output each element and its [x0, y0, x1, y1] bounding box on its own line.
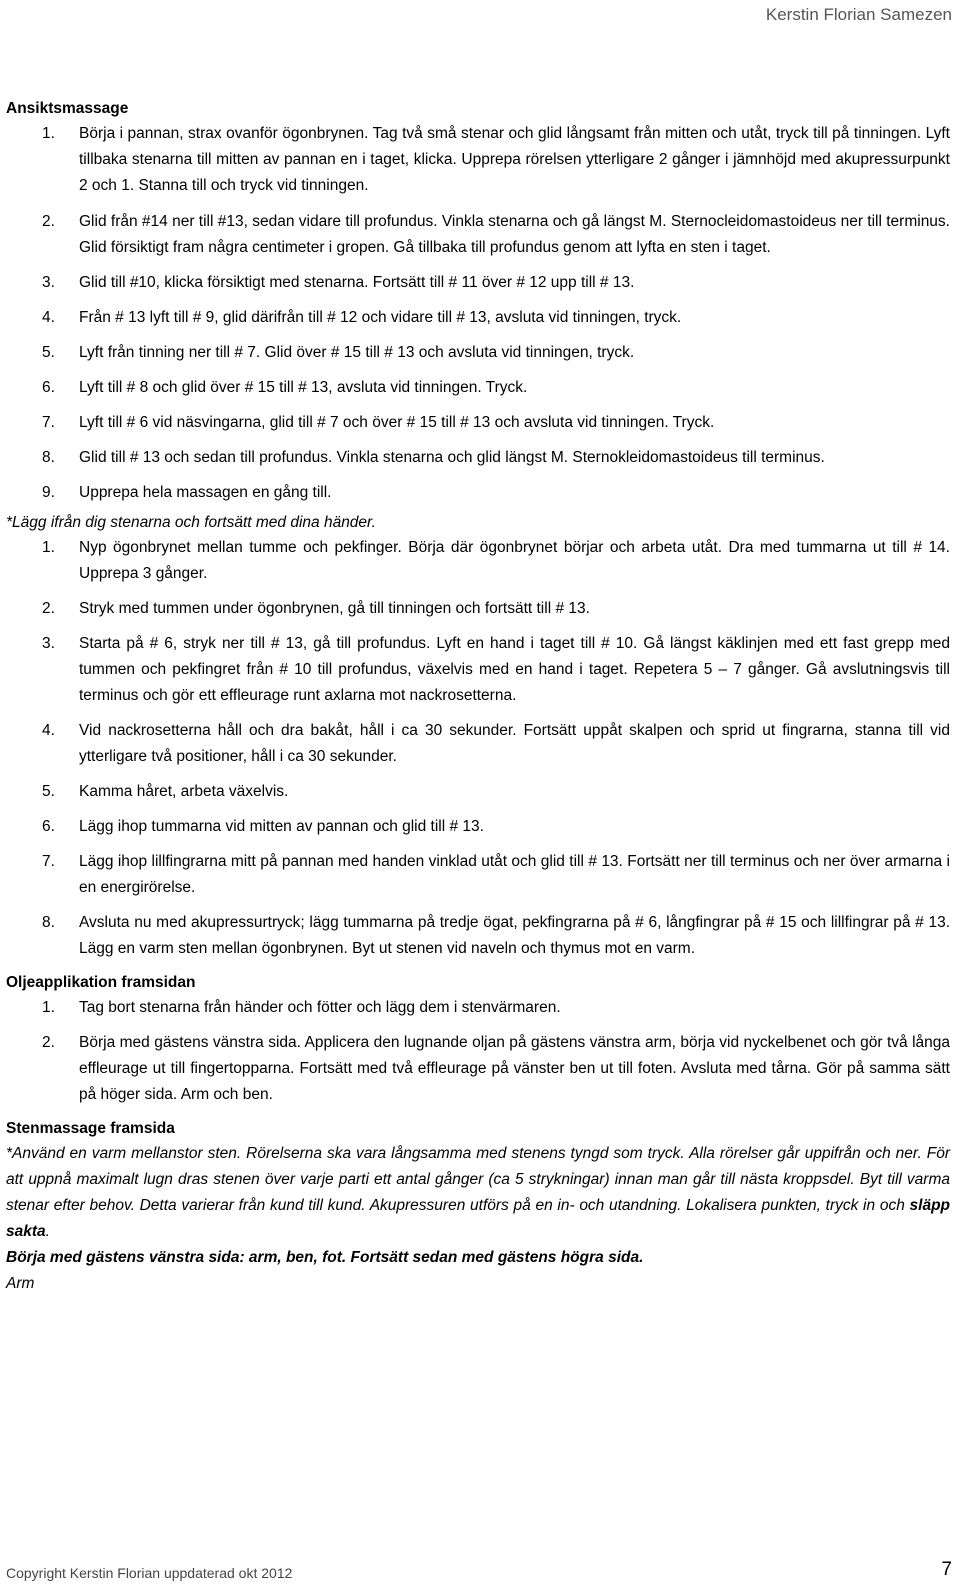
paragraph-text: *Använd en varm mellanstor sten. Rörelserna ska vara långsamma med stenens tyngd som tryck. Alla rörelser går uppifrån och ner. För att uppnå maximalt lugn dras stenen över varje parti ett antal gånger (ca 5 strykningar) innan man går till nästa kroppsdel. Byt till varma stenar efter behov. Detta varierar från kund till kund. Akupressuren utförs på en in- och utandning. Lokalisera punkten, tryck in och — [6, 1145, 950, 1214]
list-item — [6, 270, 950, 296]
item-number: 6. — [42, 379, 55, 396]
item-number: 4. — [42, 722, 55, 739]
list-item — [6, 305, 950, 331]
item-text: Glid till #10, klicka försiktigt med stenarna. Fortsätt till # 11 över # 12 upp till # 13. — [79, 274, 635, 291]
document-body — [6, 97, 950, 1297]
item-number: 5. — [42, 783, 55, 800]
item-number: 1. — [42, 125, 55, 142]
list-item — [6, 375, 950, 401]
item-number: 8. — [42, 914, 55, 931]
item-number: 1. — [42, 999, 55, 1016]
item-number: 6. — [42, 818, 55, 835]
list-item — [6, 1030, 950, 1108]
item-number: 4. — [42, 309, 55, 326]
list-item — [6, 209, 950, 261]
list-item — [6, 596, 950, 622]
list-item — [6, 121, 950, 199]
item-text: Glid från #14 ner till #13, sedan vidare till profundus. Vinkla stenarna och gå längst M. Sternocleidomastoideus ner till terminus. Glid försiktigt fram några centimeter i gropen. Gå tillbaka till profundus genom att lyfta en sten i taget. — [79, 213, 950, 256]
list-item — [6, 779, 950, 805]
list-item — [6, 849, 950, 901]
item-text: Börja med gästens vänstra sida. Applicera den lugnande oljan på gästens vänstra arm, börja vid nyckelbenet och gör två långa effleurage ut till fingertopparna. Fortsätt med två effleurage på vänster ben ut till foten. Avsluta med tårna. Gör på samma sätt på höger sida. Arm och ben. — [79, 1034, 950, 1103]
item-text: Nyp ögonbrynet mellan tumme och pekfinger. Börja där ögonbrynet börjar och arbeta utåt. Dra med tummarna ut till # 14. Upprepa 3 gånger. — [79, 539, 950, 582]
item-text: Tag bort stenarna från händer och fötter och lägg dem i stenvärmaren. — [79, 999, 561, 1016]
item-number: 3. — [42, 635, 55, 652]
item-text: Upprepa hela massagen en gång till. — [79, 484, 332, 501]
item-text: Lägg ihop tummarna vid mitten av pannan och glid till # 13. — [79, 818, 484, 835]
copyright-text: Copyright Kerstin Florian uppdaterad okt 2012 — [6, 1565, 293, 1581]
item-number: 2. — [42, 1034, 55, 1051]
item-number: 5. — [42, 344, 55, 361]
item-text: Från # 13 lyft till # 9, glid därifrån till # 12 och vidare till # 13, avsluta vid tinningen, tryck. — [79, 309, 682, 326]
list-item — [6, 814, 950, 840]
oil-application-list — [6, 995, 950, 1108]
paragraph-end: . — [45, 1223, 50, 1240]
page-number: 7 — [941, 1559, 952, 1580]
face-massage-list — [6, 121, 950, 506]
paragraph-emphasis: släpp sakta — [6, 1197, 950, 1240]
stone-massage-paragraph — [6, 1141, 950, 1245]
document-header: Kerstin Florian Samezen — [765, 5, 952, 24]
item-text: Lyft till # 6 vid näsvingarna, glid till # 7 och över # 15 till # 13 och avsluta vid tinningen. Tryck. — [79, 414, 715, 431]
section-heading-ansiktsmassage: Ansiktsmassage — [6, 100, 129, 117]
item-number: 3. — [42, 274, 55, 291]
list-item — [6, 910, 950, 962]
subheading-arm: Arm — [6, 1275, 35, 1292]
item-text: Lägg ihop lillfingrarna mitt på pannan med handen vinklad utåt och glid till # 13. Fortsätt ner till terminus och ner över armarna i en energirörelse. — [79, 853, 950, 896]
list-item — [6, 445, 950, 471]
item-text: Stryk med tummen under ögonbrynen, gå till tinningen och fortsätt till # 13. — [79, 600, 590, 617]
section-heading-oljeapplikation: Oljeapplikation framsidan — [6, 974, 196, 991]
item-number: 9. — [42, 484, 55, 501]
item-text: Glid till # 13 och sedan till profundus. Vinkla stenarna och glid längst M. Sternokleidomastoideus till terminus. — [79, 449, 825, 466]
list-item — [6, 535, 950, 587]
list-item — [6, 410, 950, 436]
hands-instruction-note: *Lägg ifrån dig stenarna och fortsätt med dina händer. — [6, 514, 376, 531]
item-number: 8. — [42, 449, 55, 466]
item-text: Vid nackrosetterna håll och dra bakåt, håll i ca 30 sekunder. Fortsätt uppåt skalpen och sprid ut fingrarna, stanna till vid ytterligare två positioner, håll i ca 30 sekunder. — [79, 722, 950, 765]
list-item — [6, 340, 950, 366]
item-text: Lyft till # 8 och glid över # 15 till # 13, avsluta vid tinningen. Tryck. — [79, 379, 528, 396]
page-footer — [6, 1555, 952, 1581]
item-text: Börja i pannan, strax ovanför ögonbrynen. Tag två små stenar och glid långsamt från mitten och utåt, tryck till på tinningen. Lyft tillbaka stenarna till mitten av pannan en i taget, klicka. Upprepa rörelsen ytterligare 2 gånger i jämnhöjd med akupressurpunkt 2 och 1. Stanna till och tryck vid tinningen. — [79, 125, 950, 194]
item-text: Lyft från tinning ner till # 7. Glid över # 15 till # 13 och avsluta vid tinningen, tryck. — [79, 344, 635, 361]
item-number: 7. — [42, 414, 55, 431]
item-number: 1. — [42, 539, 55, 556]
list-item — [6, 995, 950, 1021]
list-item — [6, 718, 950, 770]
list-item — [6, 631, 950, 709]
item-text: Kamma håret, arbeta växelvis. — [79, 783, 289, 800]
item-number: 2. — [42, 600, 55, 617]
item-text: Avsluta nu med akupressurtryck; lägg tummarna på tredje ögat, pekfingrarna på # 6, långfingrar på # 15 och lillfingrar på # 13. Lägg en varm sten mellan ögonbrynen. Byt ut stenen vid naveln och thymus mot en varm. — [79, 914, 950, 957]
side-order-instruction: Börja med gästens vänstra sida: arm, ben, fot. Fortsätt sedan med gästens högra sida. — [6, 1249, 644, 1266]
section-heading-stenmassage: Stenmassage framsida — [6, 1120, 175, 1137]
item-text: Starta på # 6, stryk ner till # 13, gå till profundus. Lyft en hand i taget till # 10. Gå längst käklinjen med ett fast grepp med tummen och pekfingret från # 10 till profundus, växelvis med en hand i taget. Repetera 5 – 7 gånger. Gå avslutningsvis till terminus och gör ett effleurage runt axlarna mot nackrosetterna. — [79, 635, 950, 704]
item-number: 7. — [42, 853, 55, 870]
list-item — [6, 480, 950, 506]
hands-massage-list — [6, 535, 950, 962]
item-number: 2. — [42, 213, 55, 230]
